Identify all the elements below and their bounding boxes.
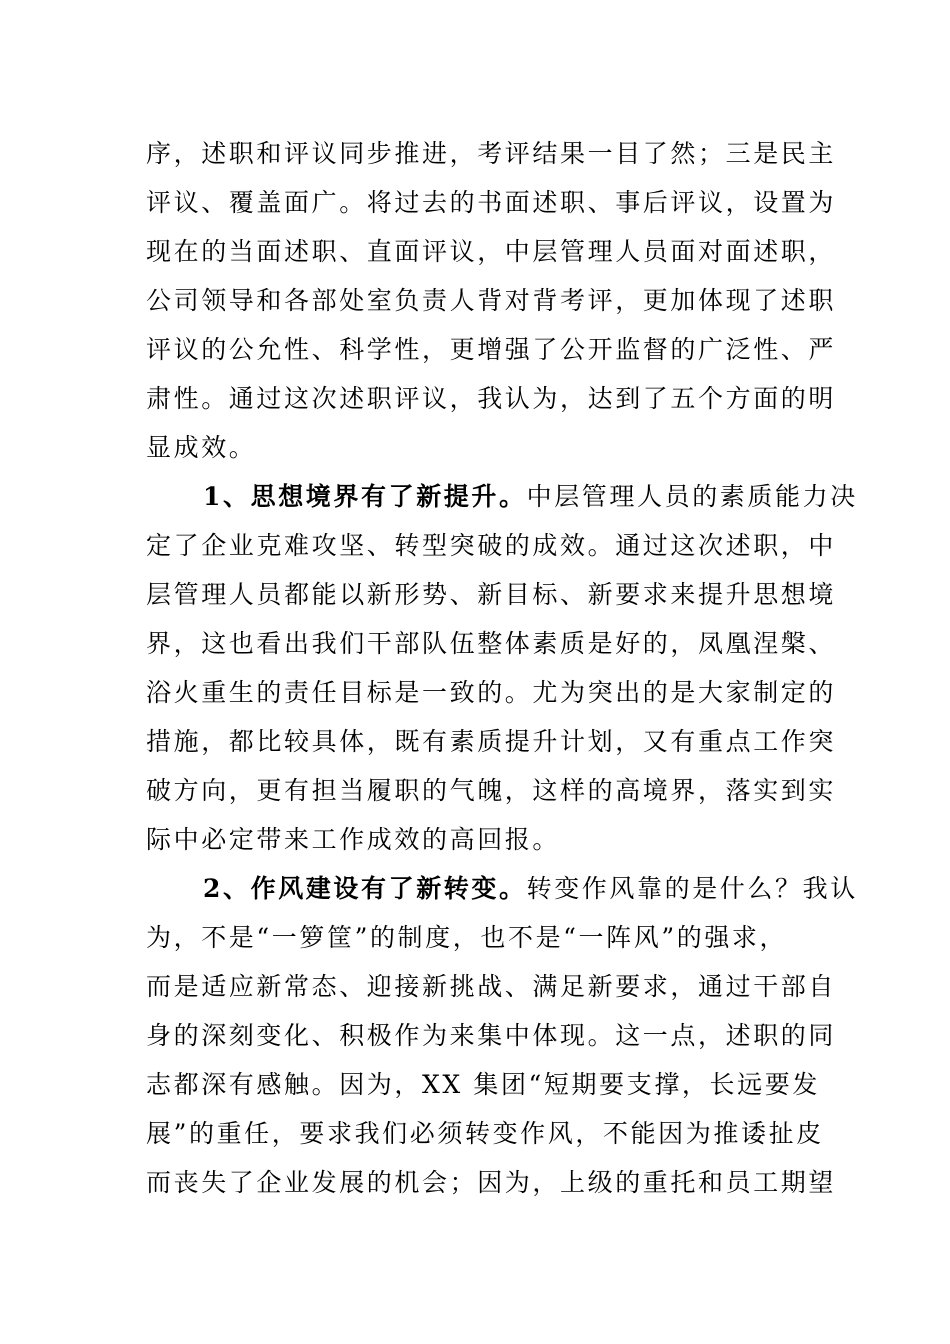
section-2-line: 展”的重任，要求我们必须转变作风，不能因为推诿扯皮	[146, 1119, 824, 1148]
section-1-line: 界，这也看出我们干部队伍整体素质是好的，凤凰涅槃、	[146, 629, 837, 658]
section-2-heading: 2、作风建设有了新转变。	[203, 874, 527, 903]
section-1-line: 层管理人员都能以新形势、新目标、新要求来提升思想境	[146, 580, 837, 609]
section-2-line: 为，不是“一箩筐”的制度，也不是“一阵风”的强求，	[146, 923, 788, 952]
section-1-line: 浴火重生的责任目标是一致的。尤为突出的是大家制定的	[146, 678, 837, 707]
section-2-first-line-text: 转变作风靠的是什么？我认	[526, 874, 858, 903]
section-1-first-line-text: 中层管理人员的素质能力决	[526, 482, 858, 511]
intro-line: 肃性。通过这次述职评议，我认为，达到了五个方面的明	[146, 384, 837, 413]
intro-line: 评议、覆盖面广。将过去的书面述职、事后评议，设置为	[146, 188, 837, 217]
section-2-line: 志都深有感触。因为，XX 集团“短期要支撑，长远要发	[146, 1070, 820, 1099]
section-1-line: 定了企业克难攻坚、转型突破的成效。通过这次述职，中	[146, 531, 837, 560]
document-body	[146, 129, 858, 1207]
intro-line: 公司领导和各部处室负责人背对背考评，更加体现了述职	[146, 286, 837, 315]
section-1-first-line	[146, 472, 858, 521]
section-1-line: 际中必定带来工作成效的高回报。	[146, 825, 561, 854]
intro-line: 显成效。	[146, 433, 257, 462]
intro-line: 评议的公允性、科学性，更增强了公开监督的广泛性、严	[146, 335, 837, 364]
section-2-first-line	[146, 864, 858, 913]
section-2-line: 而是适应新常态、迎接新挑战、满足新要求，通过干部自	[146, 972, 837, 1001]
section-1-heading: 1、思想境界有了新提升。	[203, 482, 527, 511]
intro-line: 序，述职和评议同步推进，考评结果一目了然；三是民主	[146, 139, 837, 168]
section-2-line: 身的深刻变化、积极作为来集中体现。这一点，述职的同	[146, 1021, 837, 1050]
section-2-line: 而丧失了企业发展的机会；因为，上级的重托和员工期望	[146, 1168, 837, 1197]
intro-line: 现在的当面述职、直面评议，中层管理人员面对面述职，	[146, 237, 837, 266]
section-1-line: 措施，都比较具体，既有素质提升计划，又有重点工作突	[146, 727, 837, 756]
section-1-line: 破方向，更有担当履职的气魄，这样的高境界，落实到实	[146, 776, 837, 805]
